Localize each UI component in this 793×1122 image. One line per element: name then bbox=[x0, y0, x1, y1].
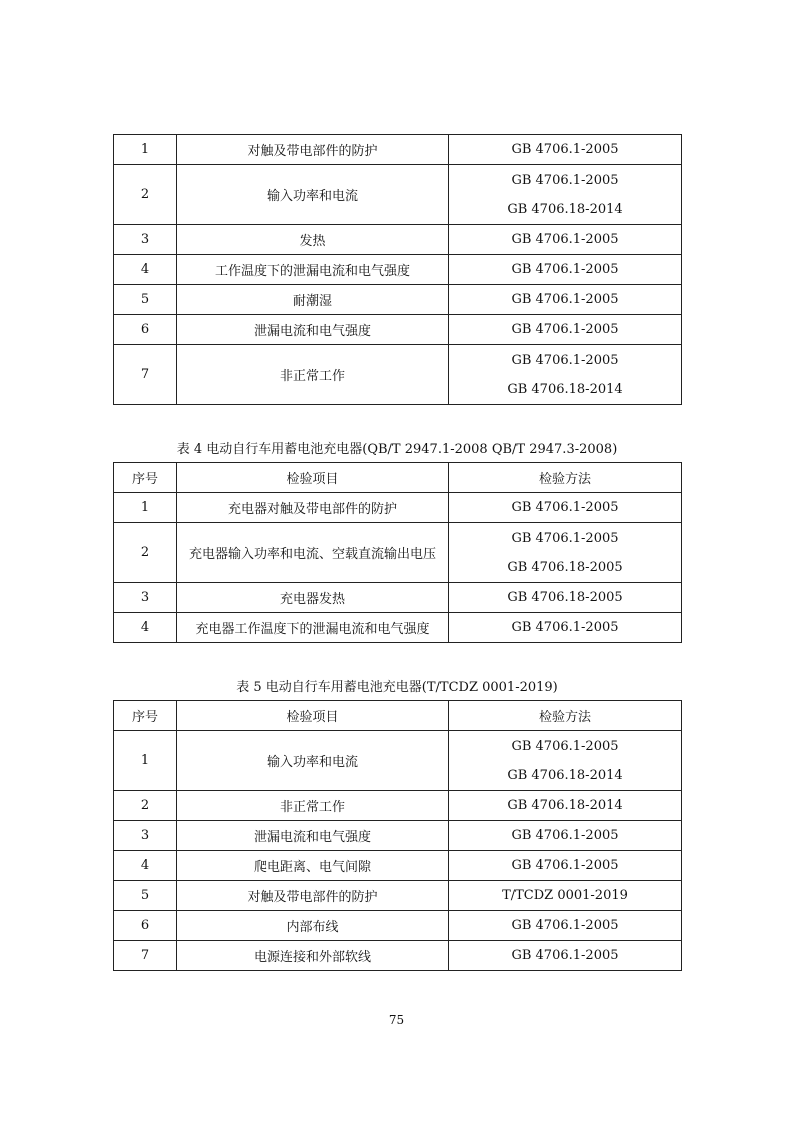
method-standard: GB 4706.1-2005 bbox=[511, 530, 619, 546]
inspection-item: 泄漏电流和电气强度 bbox=[177, 821, 449, 851]
row-number: 3 bbox=[114, 583, 177, 613]
inspection-item: 充电器工作温度下的泄漏电流和电气强度 bbox=[177, 613, 449, 643]
inspection-item: 对触及带电部件的防护 bbox=[177, 881, 449, 911]
table-row bbox=[114, 135, 682, 165]
method-standard: GB 4706.1-2005 bbox=[511, 142, 619, 157]
table-row bbox=[114, 881, 682, 911]
method-standard: GB 4706.1-2005 bbox=[511, 352, 619, 368]
row-number: 7 bbox=[114, 345, 177, 405]
method-standard: GB 4706.1-2005 bbox=[511, 858, 619, 873]
method-standard: GB 4706.1-2005 bbox=[511, 500, 619, 515]
header-no: 序号 bbox=[114, 701, 177, 731]
table-4 bbox=[113, 462, 682, 643]
table-row bbox=[114, 851, 682, 881]
table-row bbox=[114, 583, 682, 613]
table-5-body bbox=[114, 731, 682, 971]
table-row bbox=[114, 613, 682, 643]
inspection-method bbox=[449, 345, 682, 405]
header-item: 检验项目 bbox=[177, 463, 449, 493]
inspection-method bbox=[449, 881, 682, 911]
header-item: 检验项目 bbox=[177, 701, 449, 731]
inspection-method bbox=[449, 523, 682, 583]
table-row bbox=[114, 523, 682, 583]
table-5-caption: 表 5 电动自行车用蓄电池充电器(T/TCDZ 0001-2019) bbox=[236, 680, 558, 695]
inspection-item: 充电器对触及带电部件的防护 bbox=[177, 493, 449, 523]
table-row bbox=[114, 941, 682, 971]
inspection-method bbox=[449, 731, 682, 791]
inspection-item: 耐潮湿 bbox=[177, 285, 449, 315]
table-3-body bbox=[114, 135, 682, 405]
table-row bbox=[114, 255, 682, 285]
row-number: 3 bbox=[114, 821, 177, 851]
table-row bbox=[114, 225, 682, 255]
inspection-method bbox=[449, 493, 682, 523]
method-standard: GB 4706.1-2005 bbox=[511, 738, 619, 754]
inspection-item: 对触及带电部件的防护 bbox=[177, 135, 449, 165]
table-row bbox=[114, 493, 682, 523]
header-no: 序号 bbox=[114, 463, 177, 493]
table-5-header-row bbox=[114, 701, 682, 731]
row-number: 2 bbox=[114, 523, 177, 583]
method-standard: GB 4706.1-2005 bbox=[511, 948, 619, 963]
method-standard: GB 4706.1-2005 bbox=[511, 232, 619, 247]
inspection-method bbox=[449, 583, 682, 613]
method-standard: GB 4706.1-2005 bbox=[511, 620, 619, 635]
row-number: 5 bbox=[114, 285, 177, 315]
method-standard: GB 4706.18-2005 bbox=[507, 590, 623, 605]
table-row bbox=[114, 315, 682, 345]
inspection-method bbox=[449, 941, 682, 971]
method-standard: GB 4706.18-2014 bbox=[507, 381, 623, 397]
table-4-caption: 表 4 电动自行车用蓄电池充电器(QB/T 2947.1-2008 QB/T 2947.3-2008) bbox=[176, 442, 618, 457]
table-row bbox=[114, 821, 682, 851]
inspection-item: 输入功率和电流 bbox=[177, 165, 449, 225]
inspection-method bbox=[449, 791, 682, 821]
row-number: 1 bbox=[114, 731, 177, 791]
header-method: 检验方法 bbox=[449, 701, 682, 731]
table-row bbox=[114, 731, 682, 791]
row-number: 1 bbox=[114, 135, 177, 165]
method-standard: GB 4706.18-2014 bbox=[507, 798, 623, 813]
inspection-method bbox=[449, 285, 682, 315]
inspection-method bbox=[449, 255, 682, 285]
method-standard: GB 4706.1-2005 bbox=[511, 828, 619, 843]
table-row bbox=[114, 345, 682, 405]
inspection-item: 输入功率和电流 bbox=[177, 731, 449, 791]
method-standard: GB 4706.18-2014 bbox=[507, 767, 623, 783]
method-standard: GB 4706.1-2005 bbox=[511, 172, 619, 188]
table-5 bbox=[113, 700, 682, 971]
inspection-item: 爬电距离、电气间隙 bbox=[177, 851, 449, 881]
row-number: 2 bbox=[114, 165, 177, 225]
page-number: 75 bbox=[388, 1013, 405, 1027]
inspection-item: 工作温度下的泄漏电流和电气强度 bbox=[177, 255, 449, 285]
table-4-header-row bbox=[114, 463, 682, 493]
header-method: 检验方法 bbox=[449, 463, 682, 493]
method-standard: GB 4706.18-2014 bbox=[507, 201, 623, 217]
table-4-body bbox=[114, 493, 682, 643]
inspection-item: 内部布线 bbox=[177, 911, 449, 941]
inspection-method bbox=[449, 851, 682, 881]
table-3 bbox=[113, 134, 682, 405]
inspection-item: 电源连接和外部软线 bbox=[177, 941, 449, 971]
method-standard: GB 4706.1-2005 bbox=[511, 322, 619, 337]
row-number: 4 bbox=[114, 255, 177, 285]
row-number: 6 bbox=[114, 911, 177, 941]
inspection-method bbox=[449, 821, 682, 851]
row-number: 4 bbox=[114, 613, 177, 643]
row-number: 7 bbox=[114, 941, 177, 971]
inspection-method bbox=[449, 613, 682, 643]
row-number: 6 bbox=[114, 315, 177, 345]
row-number: 2 bbox=[114, 791, 177, 821]
inspection-item: 发热 bbox=[177, 225, 449, 255]
inspection-method bbox=[449, 315, 682, 345]
inspection-item: 充电器输入功率和电流、空载直流输出电压 bbox=[177, 523, 449, 583]
inspection-method bbox=[449, 135, 682, 165]
inspection-item: 非正常工作 bbox=[177, 791, 449, 821]
method-standard: GB 4706.1-2005 bbox=[511, 292, 619, 307]
table-row bbox=[114, 285, 682, 315]
row-number: 4 bbox=[114, 851, 177, 881]
row-number: 3 bbox=[114, 225, 177, 255]
row-number: 5 bbox=[114, 881, 177, 911]
table-row bbox=[114, 165, 682, 225]
inspection-item: 泄漏电流和电气强度 bbox=[177, 315, 449, 345]
table-row bbox=[114, 791, 682, 821]
inspection-method bbox=[449, 911, 682, 941]
method-standard: GB 4706.1-2005 bbox=[511, 918, 619, 933]
method-standard: GB 4706.18-2005 bbox=[507, 559, 623, 575]
inspection-method bbox=[449, 165, 682, 225]
inspection-item: 充电器发热 bbox=[177, 583, 449, 613]
method-standard: GB 4706.1-2005 bbox=[511, 262, 619, 277]
method-standard: T/TCDZ 0001-2019 bbox=[502, 888, 628, 903]
inspection-method bbox=[449, 225, 682, 255]
inspection-item: 非正常工作 bbox=[177, 345, 449, 405]
table-row bbox=[114, 911, 682, 941]
row-number: 1 bbox=[114, 493, 177, 523]
